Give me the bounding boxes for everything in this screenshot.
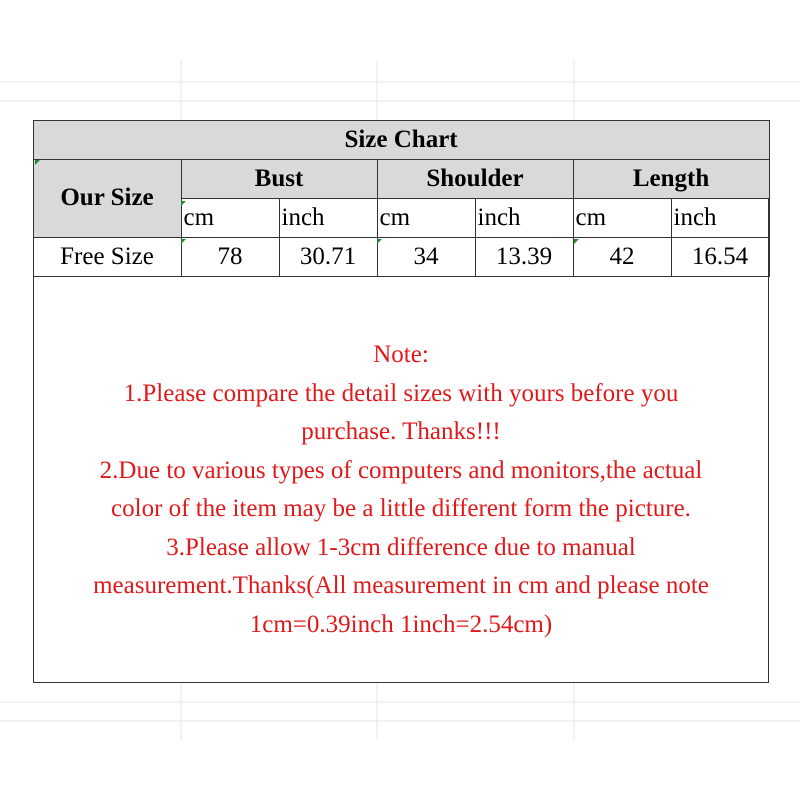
cell-marker-icon: [181, 201, 186, 206]
size-value: Free Size: [33, 237, 181, 276]
note-line-4: color of the item may be a little different form the picture.: [111, 495, 691, 522]
length-cm-unit: cm: [573, 198, 671, 237]
note-line-1: 1.Please compare the detail sizes with yours before you: [123, 379, 679, 407]
table-row: [33, 237, 769, 276]
note-line-6: measurement.Thanks(All measurement in cm and please note: [93, 572, 709, 599]
shoulder-inch-unit: inch: [475, 198, 573, 237]
size-chart-sheet: [33, 120, 769, 683]
cell-marker-icon: [181, 239, 186, 244]
length-inch-value: 16.54: [671, 237, 769, 276]
note-line-7: 1cm=0.39inch 1inch=2.54cm): [249, 610, 553, 638]
length-header: Length: [573, 159, 769, 198]
our-size-header: Our Size: [33, 159, 181, 237]
shoulder-inch-value: 13.39: [475, 237, 573, 276]
cell-marker-icon: [574, 239, 579, 244]
shoulder-cm-value: 34: [377, 237, 475, 276]
bust-cm-value: 78: [181, 237, 279, 276]
note-line-5: 3.Please allow 1-3cm difference due to manual: [166, 533, 636, 561]
bust-header: Bust: [181, 159, 377, 198]
note-line-3: 2.Due to various types of computers and monitors,the actual: [99, 456, 703, 484]
table-title: Size Chart: [33, 120, 769, 159]
bust-cm-unit: cm: [181, 198, 279, 237]
size-table: [33, 120, 770, 277]
note-heading: Note:: [373, 341, 429, 368]
shoulder-header: Shoulder: [377, 159, 573, 198]
note-text: [34, 336, 768, 644]
note-line-2: purchase. Thanks!!!: [301, 418, 501, 445]
length-cm-value: 42: [573, 237, 671, 276]
cell-marker-icon: [35, 160, 40, 165]
cell-marker-icon: [377, 239, 382, 244]
bust-inch-value: 30.71: [279, 237, 377, 276]
length-inch-unit: inch: [671, 198, 769, 237]
bust-inch-unit: inch: [279, 198, 377, 237]
shoulder-cm-unit: cm: [377, 198, 475, 237]
